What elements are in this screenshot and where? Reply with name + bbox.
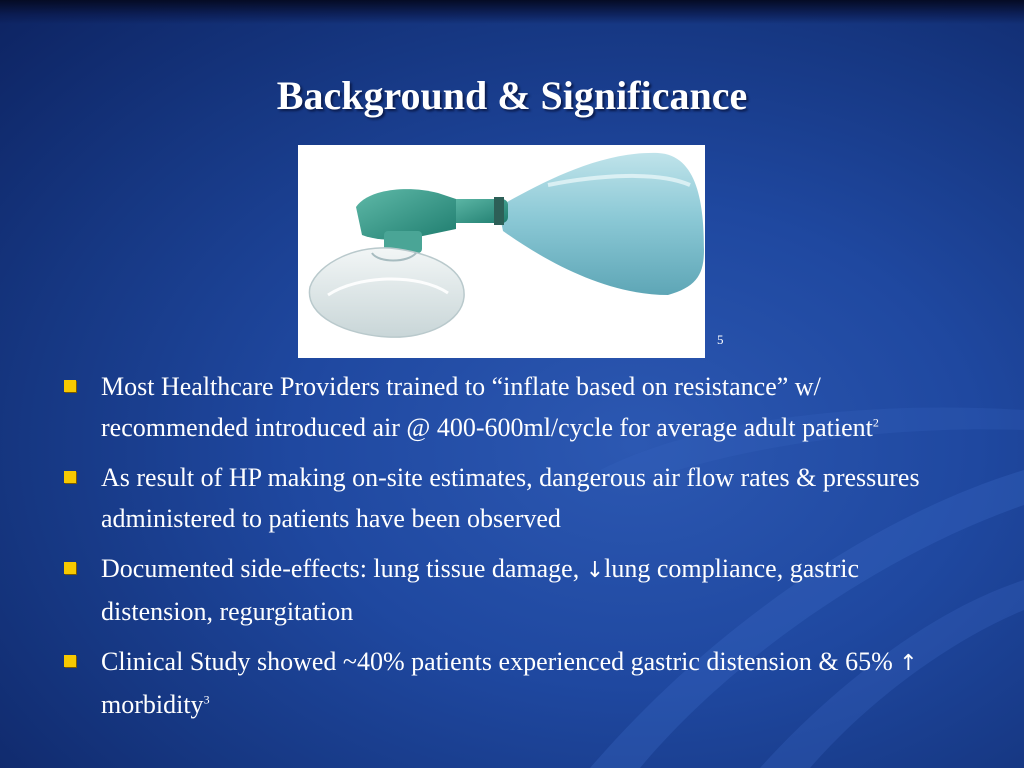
- image-citation: 5: [717, 332, 724, 347]
- bag-valve-mask-photo: [298, 145, 705, 358]
- bullet-square-icon: [64, 655, 76, 667]
- reference-superscript: 2: [872, 415, 879, 430]
- reference-superscript: 3: [203, 692, 210, 707]
- bullet-square-icon: [64, 380, 76, 392]
- bullet-square-icon: [64, 562, 76, 574]
- bullet-text: Clinical Study showed ~40% patients experienced gastric distension & 65%: [101, 647, 900, 676]
- bullet-item: [64, 366, 964, 448]
- bullet-square-icon: [64, 471, 76, 483]
- bullet-text: As result of HP making on-site estimates, dangerous air flow rates & pressures administered to patients have been observed: [101, 463, 920, 533]
- down-arrow-icon: ↓: [585, 558, 605, 583]
- up-arrow-icon: ↑: [899, 651, 918, 676]
- bullet-item: [64, 548, 964, 632]
- bullet-item: [64, 457, 964, 539]
- slide-title: Background & Significance: [276, 73, 748, 118]
- bullet-text: morbidity: [101, 690, 204, 719]
- bullet-text: Most Healthcare Providers trained to “inflate based on resistance” w/ recommended introduced air @ 400-600ml/cycle for average adult patient: [101, 372, 873, 442]
- bullet-list: [64, 366, 964, 734]
- bullet-text: Documented side-effects: lung tissue damage,: [101, 554, 586, 583]
- bullet-item: [64, 641, 964, 725]
- bullet-text: lung compliance, gastric distension, regurgitation: [101, 554, 860, 626]
